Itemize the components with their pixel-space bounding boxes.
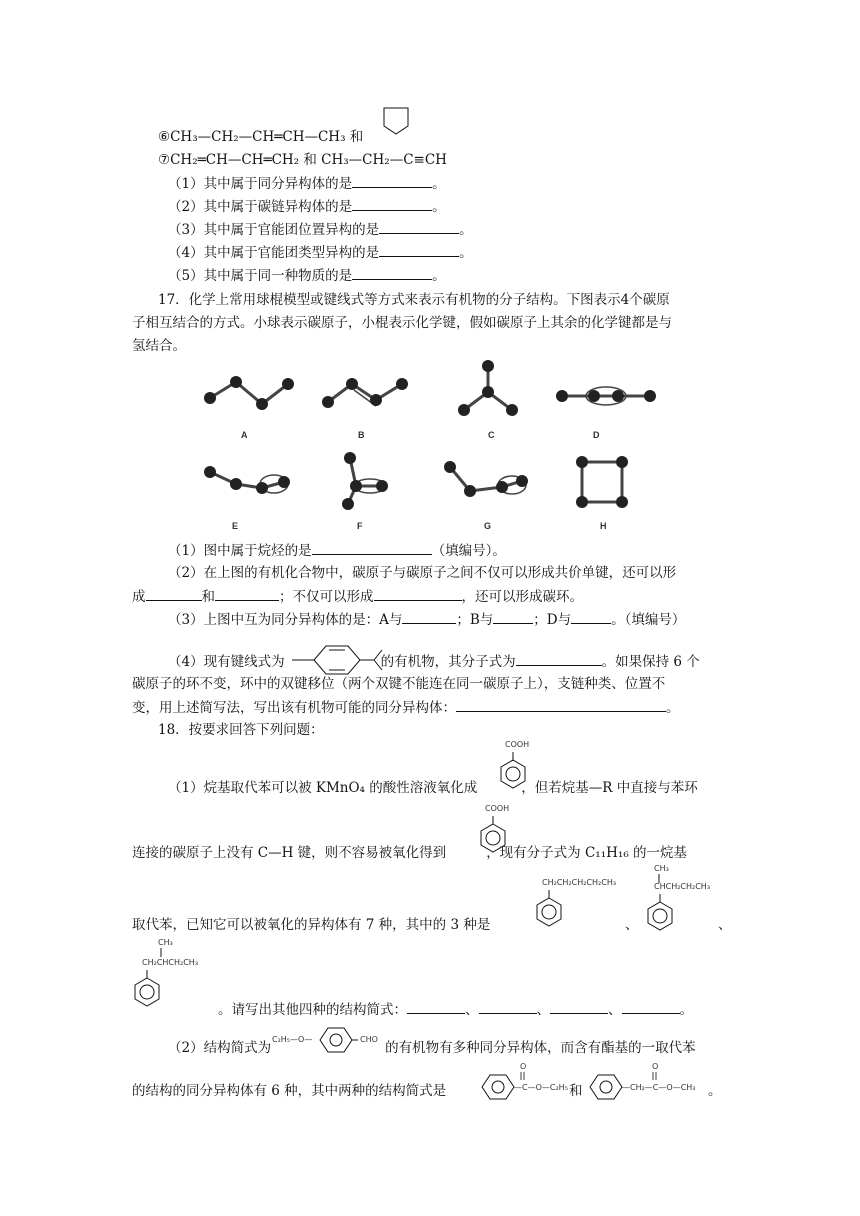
q18-title: 18．按要求回答下列问题： bbox=[158, 722, 324, 738]
answer-blank[interactable] bbox=[146, 587, 202, 601]
q18-p2-line1: （2）结构简式为 的有机物有多种同分异构体，而含有酯基的一取代苯 bbox=[168, 1040, 696, 1056]
ester-group-label: —C—O—C₂H₅ bbox=[514, 1083, 568, 1092]
molecule-label-h: H bbox=[600, 521, 607, 531]
benzene-ring-icon bbox=[645, 894, 675, 934]
answer-blank[interactable] bbox=[622, 1000, 680, 1014]
molecule-label-f: F bbox=[357, 521, 363, 531]
ethoxy-group-label: C₂H₅—O— bbox=[272, 1035, 313, 1044]
molecule-h-icon bbox=[570, 450, 640, 520]
molecule-c-icon bbox=[448, 358, 528, 428]
q17-sub3: （3）上图中互为同分异构体的是：A与 ；B与 ；D与 。（填编号） bbox=[168, 612, 686, 628]
q16-sub3: （3）其中属于官能团位置异构的是 。 bbox=[168, 222, 473, 238]
q17-intro-line1: 17．化学上常用球棍模型或键线式等方式来表示有机物的分子结构。下图表示4个碳原 bbox=[158, 292, 670, 308]
alkyl-chain-label: CH₂CH₂CH₂CH₂CH₃ bbox=[542, 878, 617, 887]
conjunction: 和 bbox=[569, 1083, 583, 1099]
branch-bond-icon bbox=[160, 948, 164, 958]
answer-blank[interactable] bbox=[550, 1000, 608, 1014]
q17-intro-line3: 氢结合。 bbox=[132, 338, 186, 354]
q16-sub2: （2）其中属于碳链异构体的是 。 bbox=[168, 199, 446, 215]
molecule-b-icon bbox=[318, 372, 418, 422]
carbonyl-oxygen-label: O bbox=[520, 1062, 527, 1071]
benzene-ring-icon bbox=[586, 1072, 626, 1102]
molecule-a-icon bbox=[200, 372, 300, 422]
molecule-label-c: C bbox=[488, 430, 495, 440]
answer-blank[interactable] bbox=[215, 587, 279, 601]
answer-blank[interactable] bbox=[407, 1000, 465, 1014]
alkyl-chain-label: CH₂CHCH₂CH₃ bbox=[142, 958, 199, 967]
q17-sub4-line2: 碳原子的环不变，环中的双键移位（两个双键不能连在同一碳原子上），支链种类、位置不 bbox=[132, 676, 666, 692]
answer-blank[interactable] bbox=[352, 197, 432, 211]
q17-sub2-line2: 成 和 ；不仅可以形成 ，还可以形成碳环。 bbox=[132, 589, 583, 605]
molecule-g-icon bbox=[438, 455, 538, 505]
q18-p1-line3: 取代苯，已知它可以被氧化的异构体有 7 种，其中的 3 种是 bbox=[132, 917, 491, 933]
molecule-label-d: D bbox=[593, 430, 600, 440]
separator: 、 bbox=[718, 917, 732, 933]
answer-blank[interactable] bbox=[456, 698, 666, 712]
answer-blank[interactable] bbox=[352, 266, 432, 280]
answer-blank[interactable] bbox=[352, 174, 432, 188]
molecule-label-b: B bbox=[358, 430, 365, 440]
benzene-ring-icon bbox=[534, 890, 564, 930]
molecule-label-a: A bbox=[241, 430, 248, 440]
q16-item6: ⑥CH₃—CH₂—CH═CH—CH₃ 和 bbox=[158, 129, 364, 145]
answer-blank[interactable] bbox=[379, 243, 459, 257]
answer-blank[interactable] bbox=[312, 541, 432, 555]
carbonyl-oxygen-label: O bbox=[652, 1062, 659, 1071]
separator: 、 bbox=[625, 917, 639, 933]
answer-blank[interactable] bbox=[402, 610, 456, 624]
q17-sub4-line3: 变，用上述简写法，写出该有机物可能的同分异构体： 。 bbox=[132, 700, 680, 716]
q18-p1-line1: （1）烷基取代苯可以被 KMnO₄ 的酸性溶液氧化成 ，但若烷基—R 中直接与苯环 bbox=[168, 780, 698, 796]
q17-sub1: （1）图中属于烷烃的是 （填编号）。 bbox=[168, 543, 506, 559]
q18-p1-line2: 连接的碳原子上没有 C—H 键，则不容易被氧化得到 ，现有分子式为 C₁₁H₁₆ 的一烷基 bbox=[132, 845, 688, 861]
cyclopentane-icon bbox=[381, 104, 411, 136]
answer-blank[interactable] bbox=[374, 587, 462, 601]
ester-group-label: —CH₂—C—O—CH₃ bbox=[622, 1083, 696, 1092]
molecule-label-e: E bbox=[232, 521, 239, 531]
q16-item7: ⑦CH₂═CH—CH═CH₂ 和 CH₃—CH₂—C≡CH bbox=[158, 152, 447, 168]
aldehyde-group-label: CHO bbox=[360, 1035, 378, 1044]
molecule-d-icon bbox=[552, 380, 662, 420]
benzene-ring-icon bbox=[478, 1072, 518, 1102]
answer-blank[interactable] bbox=[479, 1000, 537, 1014]
alkyl-chain-label: CHCH₂CH₂CH₃ bbox=[654, 882, 711, 891]
answer-blank[interactable] bbox=[571, 610, 611, 624]
answer-blank[interactable] bbox=[516, 652, 602, 666]
q17-sub2-line1: （2）在上图的有机化合物中，碳原子与碳原子之间不仅可以形成共价单键，还可以形 bbox=[168, 565, 677, 581]
molecule-label-g: G bbox=[484, 521, 492, 531]
q16-sub5: （5）其中属于同一种物质的是 。 bbox=[168, 268, 446, 284]
carbonyl-bond-icon bbox=[652, 1072, 658, 1082]
cooh-label: COOH bbox=[505, 740, 530, 749]
molecule-e-icon bbox=[200, 460, 300, 510]
answer-blank[interactable] bbox=[493, 610, 533, 624]
q18-p1-line4: 。请写出其他四种的结构简式： 、 、 、 。 bbox=[218, 1002, 693, 1018]
cooh-label: COOH bbox=[485, 804, 510, 813]
q16-sub1: （1）其中属于同分异构体的是 。 bbox=[168, 176, 446, 192]
carbonyl-bond-icon bbox=[520, 1072, 526, 1082]
q16-sub4: （4）其中属于官能团类型异构的是 。 bbox=[168, 245, 473, 261]
methyl-label: CH₃ bbox=[158, 938, 173, 947]
methyl-label: CH₃ bbox=[654, 864, 669, 873]
q17-intro-line2: 子相互结合的方式。小球表示碳原子，小棍表示化学键，假如碳原子上其余的化学键都是与 bbox=[132, 315, 672, 331]
q18-p2-line2: 的结构的同分异构体有 6 种，其中两种的结构简式是 bbox=[132, 1083, 447, 1099]
molecule-f-icon bbox=[330, 448, 410, 518]
q17-sub4-line1: （4）现有键线式为 的有机物，其分子式为 。如果保持 6 个 bbox=[168, 654, 700, 670]
period: 。 bbox=[708, 1083, 722, 1099]
benzene-ring-icon bbox=[132, 970, 162, 1010]
answer-blank[interactable] bbox=[379, 220, 459, 234]
